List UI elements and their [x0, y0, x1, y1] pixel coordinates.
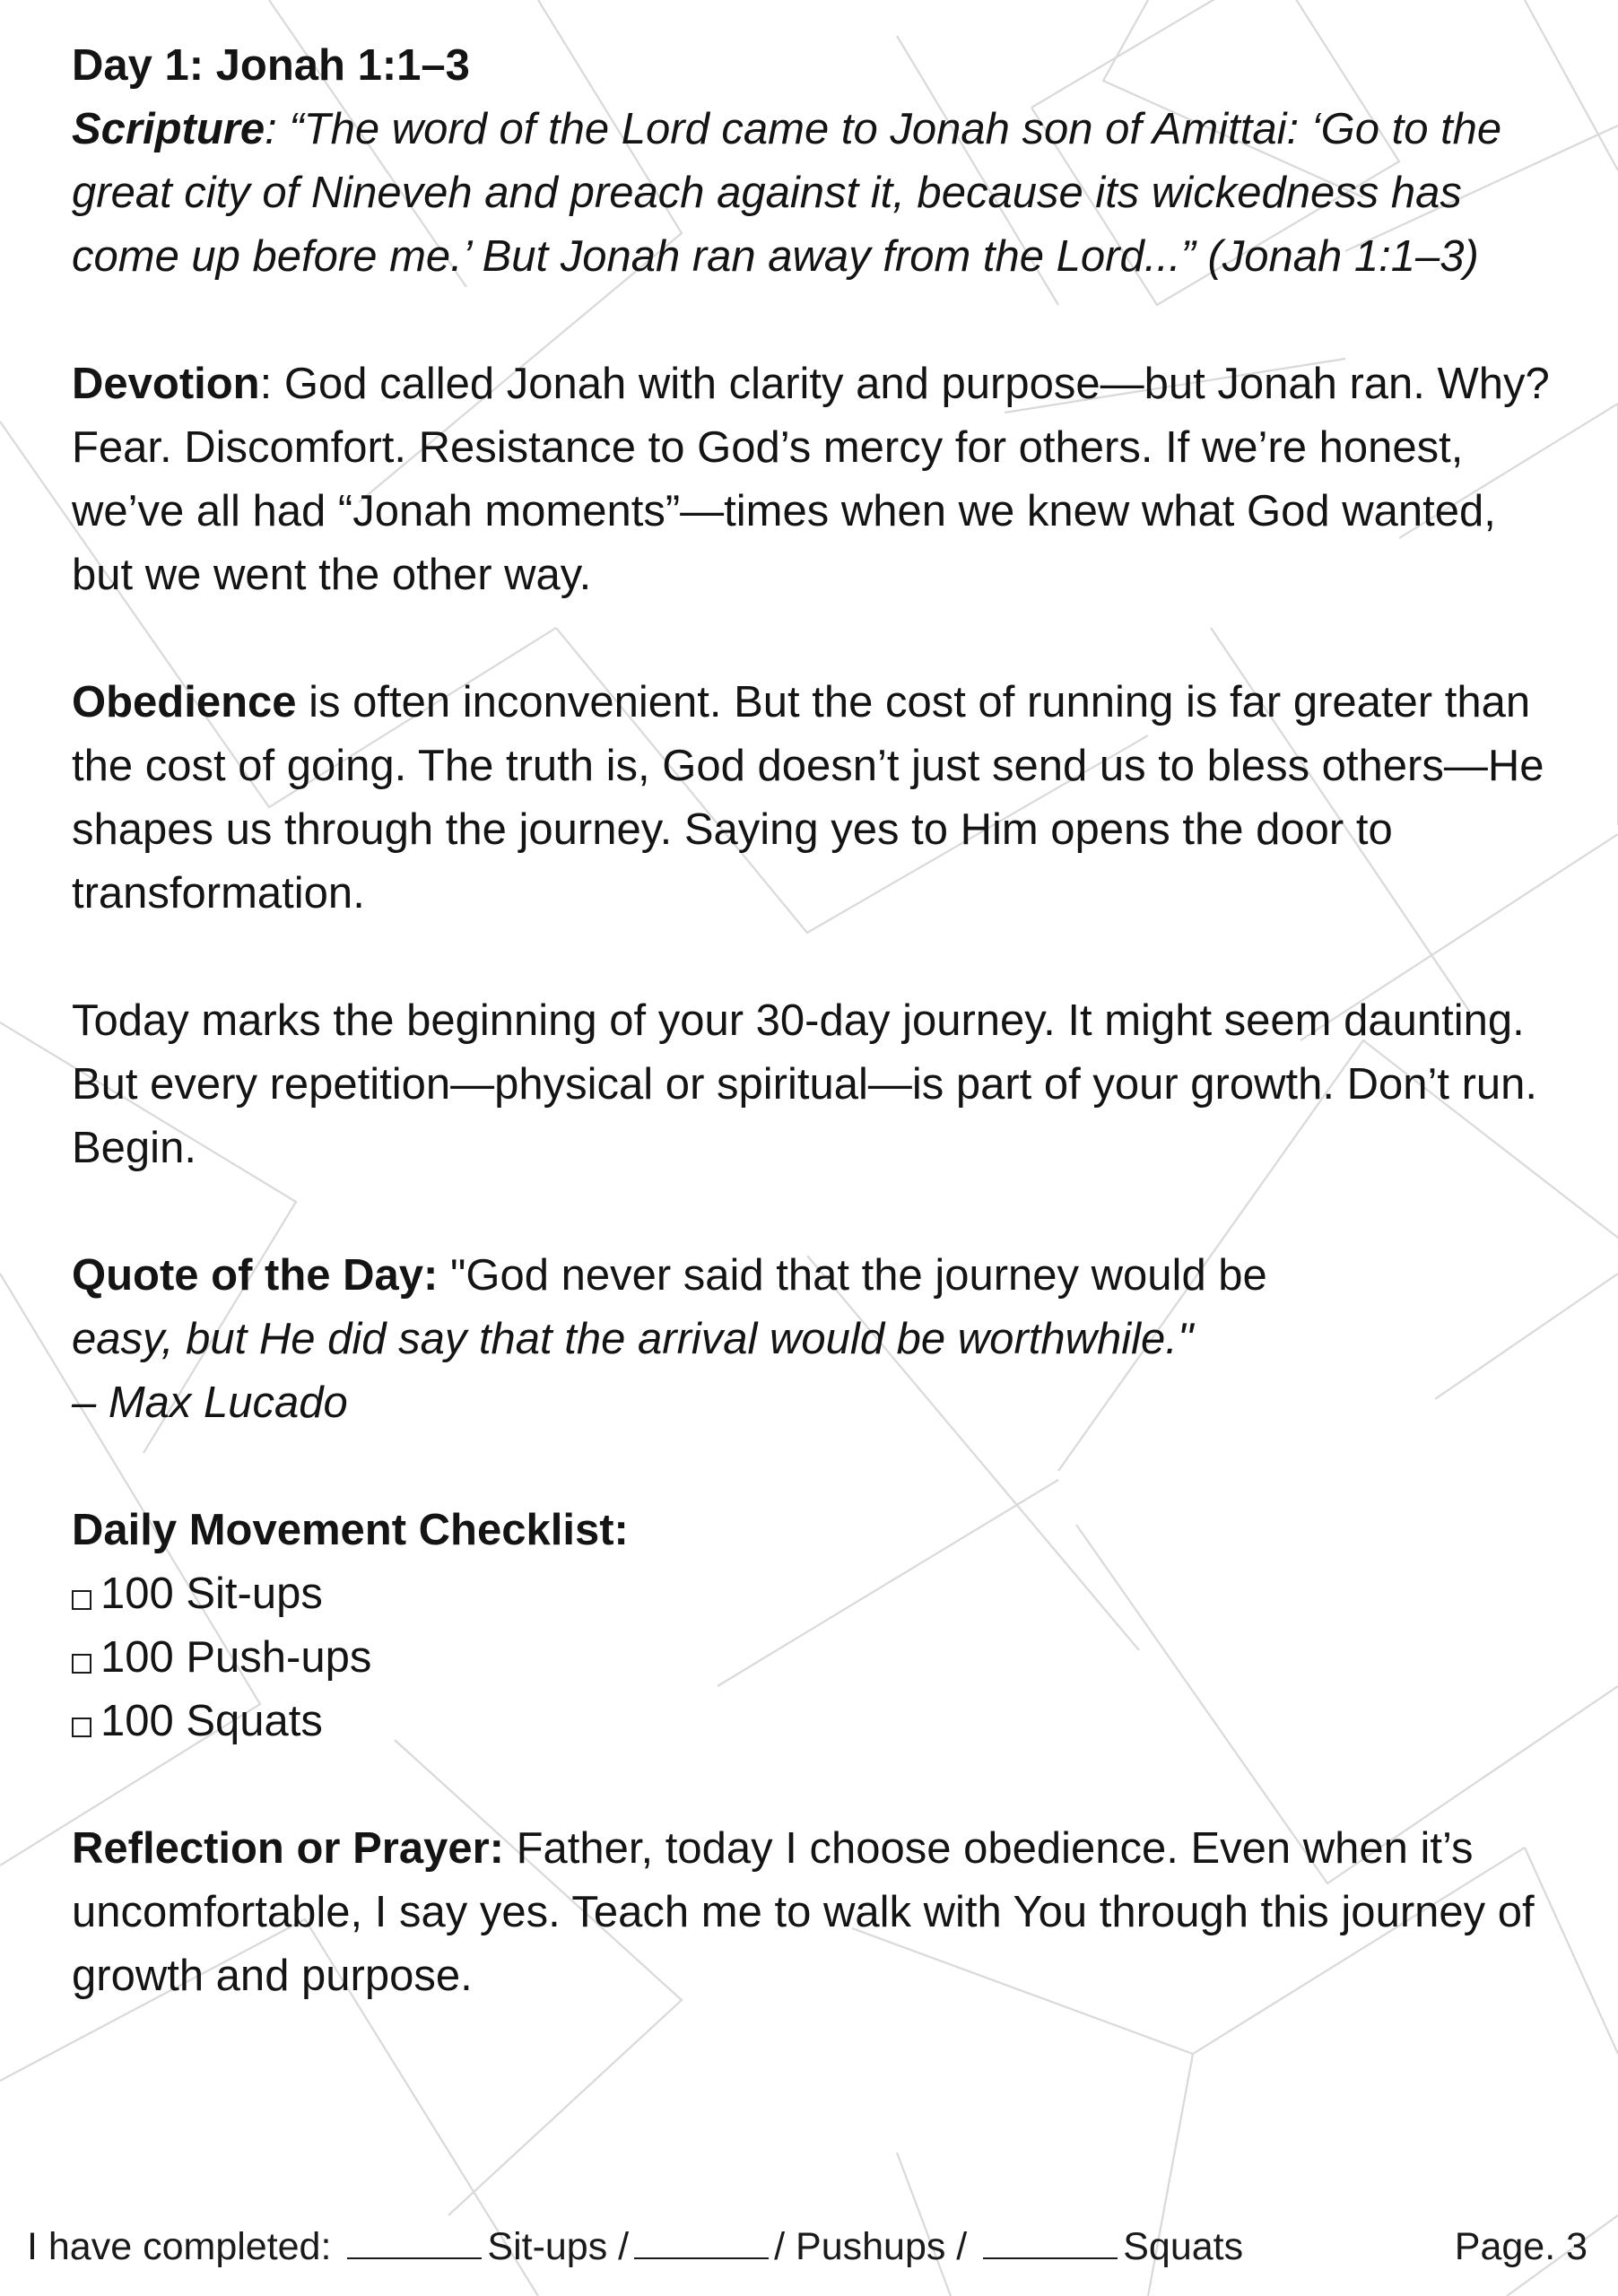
- checkbox-icon[interactable]: [72, 1654, 91, 1674]
- checklist-item-pushups[interactable]: [72, 1626, 1561, 1690]
- checklist-item-label: 100 Squats: [100, 1697, 323, 1745]
- scripture-paragraph: [72, 98, 1561, 289]
- quote-line-2: easy, but He did say that the arrival would be worthwhile.": [72, 1315, 1194, 1363]
- obedience-paragraph: [72, 671, 1561, 926]
- squats-blank[interactable]: [983, 2223, 1118, 2259]
- reflection-label: Reflection or Prayer:: [72, 1824, 504, 1873]
- checklist-item-label: 100 Push-ups: [100, 1633, 372, 1682]
- page-number: Page. 3: [1454, 2225, 1588, 2268]
- scripture-label: Scripture: [72, 105, 265, 153]
- devotion-paragraph: [72, 352, 1561, 607]
- checklist-item-situps[interactable]: [72, 1562, 1561, 1626]
- situps-blank[interactable]: [347, 2223, 482, 2259]
- devotion-text: : God called Jonah with clarity and purpose—but Jonah ran. Why? Fear. Discomfort. Resistance to God’s mercy for others. If we’re honest, we’ve all had “Jonah moments”—times when we knew what God wanted, but we went the other way.: [72, 360, 1550, 599]
- devotion-label: Devotion: [72, 360, 260, 408]
- checkbox-icon[interactable]: [72, 1718, 91, 1737]
- checklist-item-squats[interactable]: [72, 1690, 1561, 1753]
- movement-checklist: [72, 1499, 1561, 1753]
- completion-prefix: I have completed:: [27, 2225, 332, 2268]
- quote-paragraph: [72, 1244, 1561, 1435]
- checklist-label: Daily Movement Checklist:: [72, 1506, 629, 1554]
- scripture-text: : “The word of the Lord came to Jonah son of Amittai: ‘Go to the great city of Nineveh and preach against it, because its wickedness has come up before me.’ But Jonah ran away from the Lord...” (Jonah 1:1–3): [72, 105, 1502, 281]
- reflection-text: Father, today I choose obedience. Even when it’s uncomfortable, I say yes. Teach me to walk with You through this journey of growth and purpose.: [72, 1824, 1535, 2000]
- reflection-paragraph: [72, 1817, 1561, 2008]
- quote-label: Quote of the Day:: [72, 1251, 439, 1300]
- obedience-text: is often inconvenient. But the cost of running is far greater than the cost of going. The truth is, God doesn’t just send us to bless others—He shapes us through the journey. Saying yes to Him opens the door to transformation.: [72, 678, 1544, 918]
- squats-label: Squats: [1123, 2225, 1244, 2268]
- pushups-blank[interactable]: [634, 2223, 769, 2259]
- pushups-label: / Pushups /: [774, 2225, 968, 2268]
- obedience-label: Obedience: [72, 678, 297, 726]
- checklist-item-label: 100 Sit-ups: [100, 1570, 323, 1618]
- checkbox-icon[interactable]: [72, 1590, 91, 1610]
- today-paragraph: Today marks the beginning of your 30-day journey. It might seem daunting. But every repetition—physical or spiritual—is part of your growth. Don’t run. Begin.: [72, 996, 1538, 1172]
- page-title: Day 1: Jonah 1:1–3: [72, 41, 470, 90]
- quote-author: – Max Lucado: [72, 1378, 348, 1427]
- quote-line-1: "God never said that the journey would be: [438, 1251, 1267, 1300]
- completion-line: [27, 2220, 1243, 2274]
- devotional-page: [72, 34, 1561, 2008]
- completion-footer: [27, 2220, 1588, 2274]
- situps-label: Sit-ups /: [487, 2225, 630, 2268]
